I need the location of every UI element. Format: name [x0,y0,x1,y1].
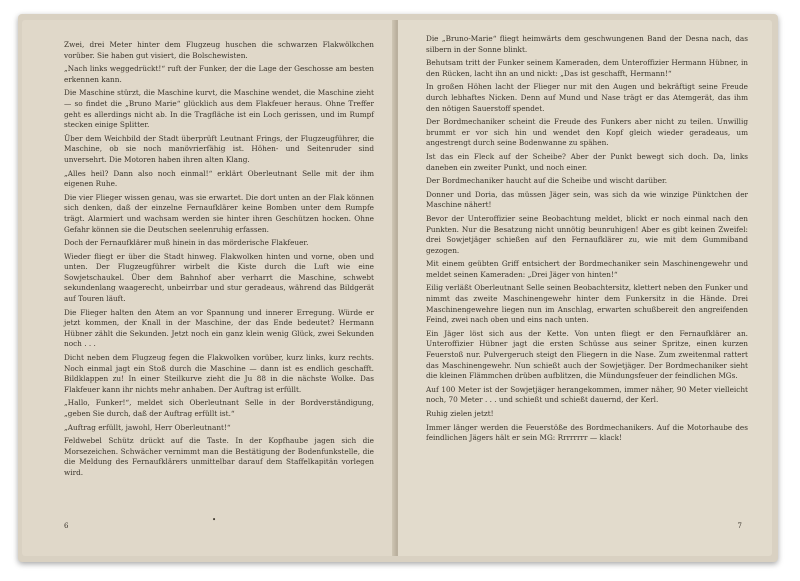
left-page [22,20,396,556]
paragraph: „Hallo, Funker!“, meldet sich Oberleutnant Selle in der Bordverständigung, „geben Sie durch, daß der Auftrag erfüllt ist.“ [64,398,374,418]
open-booklet [18,14,778,562]
paragraph: Die vier Flieger wissen genau, was sie erwartet. Die dort unten an der Flak können sich denken, daß der einzelne Fernaufklärer keine Bomben unter dem Rumpfe trägt. Alarmiert und wachsam werden sie hinter ihren Geschützen hocken. Ohne Gefahr können sie die Deutschen seelenruhig erfassen. [64,192,374,234]
paragraph: Ist das ein Fleck auf der Scheibe? Aber der Punkt bewegt sich doch. Da, links daneben ein zweiter Punkt, und noch einer. [426,151,748,172]
paragraph: Behutsam tritt der Funker seinem Kameraden, dem Unteroffizier Hermann Hübner, in den Rücken, lacht ihn an und nickt: „Das ist geschafft, Hermann!“ [426,58,748,78]
paragraph: Doch der Fernaufklärer muß hinein in das mörderische Flakfeuer. [64,238,309,248]
page-number: 6 [64,522,69,531]
paragraph: In großen Höhen lacht der Flieger nur mit den Augen und bekräftigt seine Freude durch lebhaftes Nicken. Denn auf Mund und Nase trägt er das Atemgerät, das ihm den nötigen Sauerstoff spendet. [426,82,748,113]
paragraph: Die „Bruno-Marie“ fliegt heimwärts dem geschwungenen Band der Desna nach, das silbern in der Sonne blinkt. [426,34,748,54]
paragraph: Wieder fliegt er über die Stadt hinweg. Flakwolken hinten und vorne, oben und unten. Der Flugzeugführer wirbelt die Kiste durch die Luft wie eine Sowjetschaukel. Über dem Bahnhof aber verharrt die Maschine, schwebt sekundenlang waagerecht, unbeirrbar und stur geradeaus, während das Bildgerät auf Touren läuft. [64,251,374,304]
paragraph: Der Bordmechaniker haucht auf die Scheibe und wischt darüber. [426,176,668,186]
paragraph: „Nach links weggedrückt!“ ruft der Funker, der die Lage der Geschosse am besten erkennen kann. [64,64,374,84]
right-page [398,20,772,556]
paragraph: Zwei, drei Meter hinter dem Flugzeug huschen die schwarzen Flakwölkchen vorüber. Sie haben gut visiert, die Bolschewisten. [64,40,374,60]
paragraph: Auf 100 Meter ist der Sowjetjäger herangekommen, immer näher, 90 Meter vielleicht noch, 70 Meter . . . und schießt und schießt dauernd, der Kerl. [426,384,748,405]
paragraph: Über dem Weichbild der Stadt überprüft Leutnant Frings, der Flugzeugführer, die Maschine, ob sie noch manövrierfähig ist. Höhen- und Seitenruder sind unversehrt. Die Motoren haben ihren alten Klang. [64,133,374,164]
paragraph: Eilig verläßt Oberleutnant Selle seinen Beobachtersitz, klettert neben den Funker und nimmt das zweite Maschinengewehr hinter dem Funkersitz in die Hände. Drei Maschinengewehre liegen nun im Anschlag, erwarten schußbereit den angreifenden Feind, zwei nach oben und eins nach unten. [426,283,748,325]
ornament-mark: • [212,516,217,525]
paragraph: Bevor der Unteroffizier seine Beobachtung meldet, blickt er noch einmal nach den Punkten. Nur die Besatzung nicht unnötig beunruhigen! Aber es gibt keinen Zweifel: drei Sowjetjäger schießen auf den Fernaufklärer zu, wie mit dem Gummiband gezogen. [426,213,748,255]
paragraph: Die Flieger halten den Atem an vor Spannung und innerer Erregung. Würde er jetzt kommen, der Knall in der Maschine, der das Ende bedeutet? Hermann Hübner zählt die Sekunden. Jetzt noch ein ganz klein wenig Glück, zwei Sekunden noch . . . [64,307,374,349]
paragraph: „Alles heil? Dann also noch einmal!“ erklärt Oberleutnant Selle mit der ihm eigenen Ruhe. [64,168,374,189]
paragraph: Dicht neben dem Flugzeug fegen die Flakwolken vorüber, kurz links, kurz rechts. Noch einmal jagt ein Stoß durch die Maschine — dann ist es endlich geschafft. Bildklappen zu! In einer Steilkurve zieht die Ju 88 in die nächste Wolke. Das Flakfeuer kann ihr nichts mehr anhaben. Der Auftrag ist erfüllt. [64,353,374,394]
paragraph: Donner und Doria, das müssen Jäger sein, was sich da wie winzige Pünktchen der Maschine nähert! [426,189,748,210]
paragraph: Immer länger werden die Feuerstöße des Bordmechanikers. Auf die Motorhaube des feindlichen Jägers hält er sein MG: Rrrrrrrr — klack! [426,422,748,443]
paragraph: Ein Jäger löst sich aus der Kette. Von unten fliegt er den Fernaufklärer an. Unteroffizier Hübner jagt die ersten Schüsse aus seiner Spritze, einen kurzen Feuerstoß nur. Pulvergeruch steigt den Fliegern in die Nase. Zum zweitenmal rattert das Maschinengewehr. Nun schießt auch der Sowjetjäger. Der Bordmechaniker sieht die kleinen Flämmchen drüben aufblitzen, die Mündungsfeuer der feindlichen MGs. [426,328,748,381]
paragraph: Der Bordmechaniker scheint die Freude des Funkers aber nicht zu teilen. Unwillig brummt er vor sich hin und wendet den Kopf gleich wieder geradeaus, um angestrengt durch seine Bodenwanne zu spähen. [426,117,748,148]
paragraph: Die Maschine stürzt, die Maschine kurvt, die Maschine wendet, die Maschine zieht — so findet die „Bruno Marie“ glücklich aus dem Flakfeuer heraus. Ohne Treffer geht es allerdings nicht ab. In die Tragfläche ist ein Loch gerissen, und im Rumpf stecken einige Splitter. [64,88,374,130]
page-number: 7 [737,522,742,531]
paragraph: „Auftrag erfüllt, jawohl, Herr Oberleutnant!“ [64,422,231,432]
paragraph: Ruhig zielen jetzt! [426,409,494,418]
paragraph: Feldwebel Schütz drückt auf die Taste. In der Kopfhaube jagen sich die Morsezeichen. Schwächer vernimmt man die Bestätigung der Bodenfunkstelle, die die Meldung des Fernaufklärers unmittelbar darauf dem Staffelkapitän vorlegen wird. [64,436,374,477]
paragraph: Mit einem geübten Griff entsichert der Bordmechaniker sein Maschinengewehr und meldet seinen Kameraden: „Drei Jäger von hinten!“ [426,259,748,279]
